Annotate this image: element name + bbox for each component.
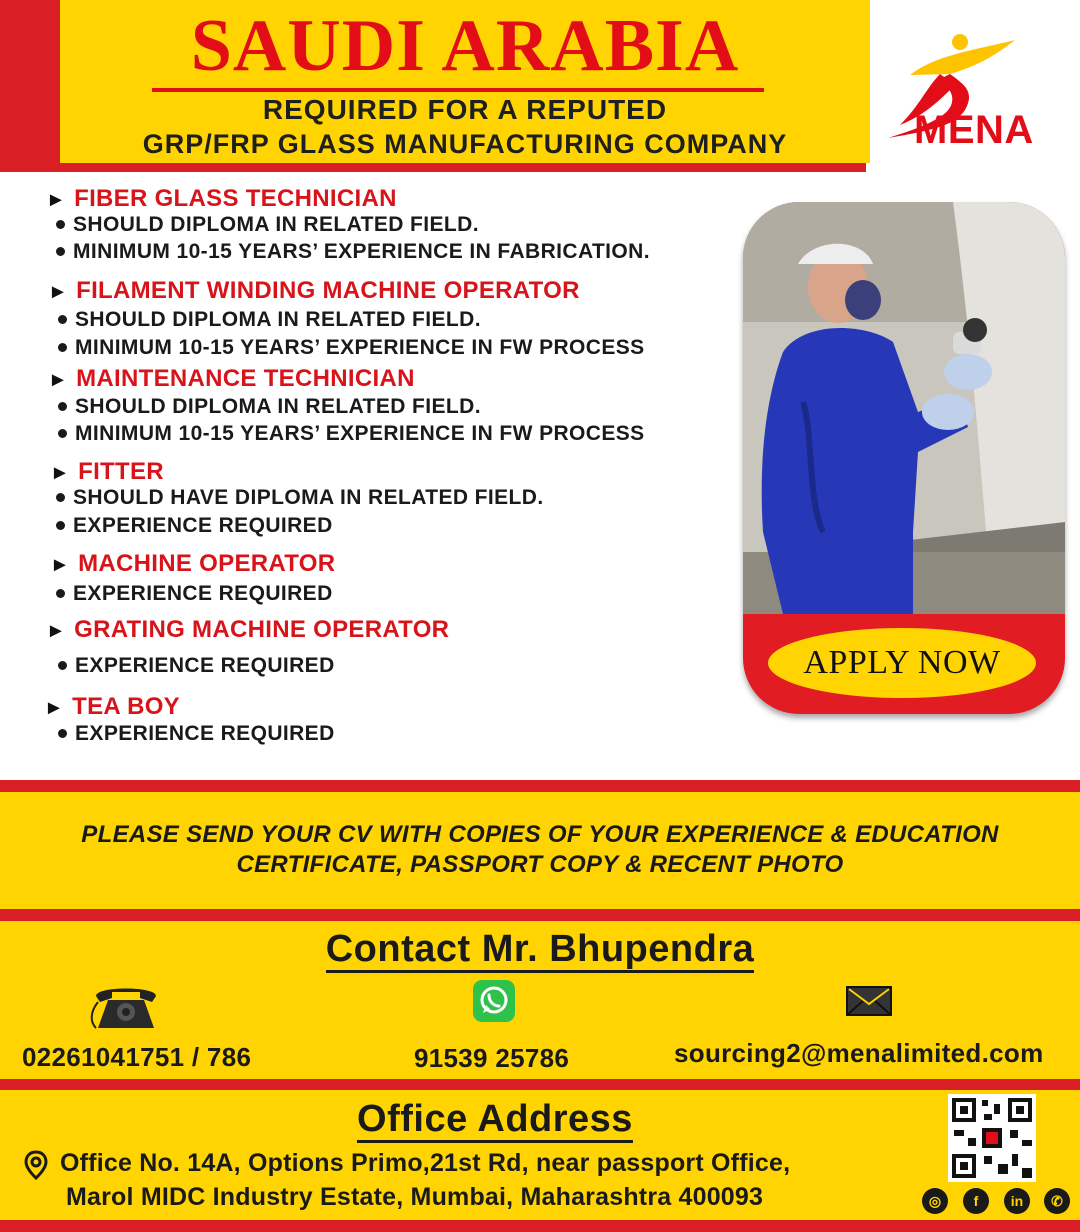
job-title: ► FILAMENT WINDING MACHINE OPERATOR — [48, 277, 580, 304]
arrow-right-icon: ► — [50, 462, 71, 484]
location-pin-icon — [24, 1150, 48, 1180]
bullet-icon — [58, 315, 67, 324]
divider — [0, 909, 1080, 921]
header-subtitle-line2: GRP/FRP GLASS MANUFACTURING COMPANY — [142, 129, 788, 159]
job-title: ► FIBER GLASS TECHNICIAN — [46, 185, 397, 212]
bullet-icon — [58, 429, 67, 438]
arrow-right-icon: ► — [48, 281, 69, 303]
bullet-icon — [56, 521, 65, 530]
page-title: SAUDI ARABIA — [190, 5, 740, 87]
job-requirement: SHOULD HAVE DIPLOMA IN RELATED FIELD. — [56, 485, 544, 511]
office-title: Office Address — [0, 1096, 990, 1142]
worker-photo — [743, 202, 1065, 614]
bullet-icon — [56, 589, 65, 598]
whatsapp-number[interactable]: 91539 25786 — [414, 1043, 570, 1073]
job-title: ► GRATING MACHINE OPERATOR — [46, 616, 450, 643]
cv-notice-line2: CERTIFICATE, PASSPORT COPY & RECENT PHOTO — [236, 851, 844, 878]
arrow-right-icon: ► — [48, 369, 69, 391]
phone-number[interactable]: 02261041751 / 786 — [22, 1042, 252, 1072]
divider — [0, 1079, 1080, 1090]
apply-now-button[interactable]: APPLY NOW — [768, 628, 1036, 698]
job-requirement: EXPERIENCE REQUIRED — [58, 721, 335, 747]
linkedin-icon[interactable]: in — [1004, 1188, 1030, 1214]
header-subtitle-line1: REQUIRED FOR A REPUTED — [262, 94, 668, 125]
facebook-icon[interactable]: f — [963, 1188, 989, 1214]
instagram-icon[interactable]: ◎ — [922, 1188, 948, 1214]
divider — [0, 1220, 1080, 1232]
logo-text: MENA — [914, 108, 1034, 152]
whatsapp-icon — [473, 980, 515, 1022]
address-line2: Marol MIDC Industry Estate, Mumbai, Maharashtra 400093 — [66, 1183, 764, 1211]
bullet-icon — [58, 661, 67, 670]
job-requirement: SHOULD DIPLOMA IN RELATED FIELD. — [56, 212, 479, 238]
contact-title: Contact Mr. Bhupendra — [0, 926, 1080, 972]
bullet-icon — [58, 729, 67, 738]
email-icon — [846, 986, 892, 1016]
arrow-right-icon: ► — [46, 620, 67, 642]
bullet-icon — [58, 343, 67, 352]
job-title: ► FITTER — [50, 458, 164, 485]
job-requirement: SHOULD DIPLOMA IN RELATED FIELD. — [58, 394, 481, 420]
job-requirement: MINIMUM 10-15 YEARS’ EXPERIENCE IN FABRICATION. — [56, 239, 650, 265]
job-title: ► MACHINE OPERATOR — [50, 550, 336, 577]
job-requirement: SHOULD DIPLOMA IN RELATED FIELD. — [58, 307, 481, 333]
divider — [0, 780, 1080, 792]
job-requirement: EXPERIENCE REQUIRED — [56, 581, 333, 607]
address-line1: Office No. 14A, Options Primo,21st Rd, near passport Office, — [60, 1149, 791, 1177]
bullet-icon — [56, 247, 65, 256]
job-title: ► MAINTENANCE TECHNICIAN — [48, 365, 415, 392]
job-title: ► TEA BOY — [44, 693, 180, 720]
title-underline — [152, 88, 764, 92]
cv-notice-line1: PLEASE SEND YOUR CV WITH COPIES OF YOUR EXPERIENCE & EDUCATION — [81, 821, 999, 848]
whatsapp-social-icon[interactable]: ✆ — [1044, 1188, 1070, 1214]
bullet-icon — [56, 493, 65, 502]
telephone-icon — [90, 982, 162, 1030]
job-requirement: EXPERIENCE REQUIRED — [56, 513, 333, 539]
arrow-right-icon: ► — [44, 697, 65, 719]
job-requirement: EXPERIENCE REQUIRED — [58, 653, 335, 679]
job-requirement: MINIMUM 10-15 YEARS’ EXPERIENCE IN FW PROCESS — [58, 335, 645, 361]
bullet-icon — [58, 402, 67, 411]
qr-code-icon[interactable] — [948, 1094, 1036, 1182]
arrow-right-icon: ► — [50, 554, 71, 576]
bullet-icon — [56, 220, 65, 229]
job-requirement: MINIMUM 10-15 YEARS’ EXPERIENCE IN FW PROCESS — [58, 421, 645, 447]
arrow-right-icon: ► — [46, 189, 67, 211]
email-address[interactable]: sourcing2@menalimited.com — [674, 1038, 1044, 1068]
